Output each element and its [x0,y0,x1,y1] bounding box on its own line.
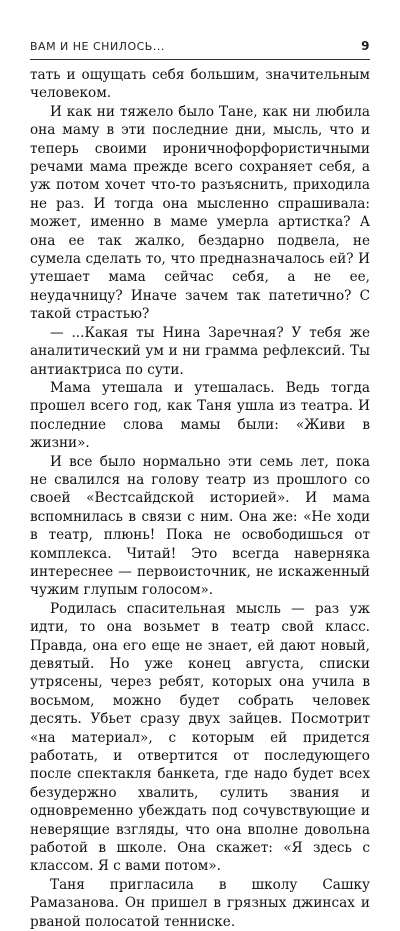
paragraph: И как ни тяжело было Тане, как ни любила она маму в эти последние дни, мысль, что и теперь своими ироничнофорфористичными речами мама прежде всего сохраняет себя, а уж потом хочет что-то разъяснить, приходила не раз. И тогда она мысленно спрашивала: может, именно в маме умерла артистка? А она ее так жалко, бездарно подвела, не сумела сделать то, что предназначалось ей? И утешает мама сейчас себя, а не ее, неудачницу? Иначе зачем так патетично? С такой страстью? [30,103,370,323]
body-text [30,66,370,931]
paragraph: Мама утешала и утешалась. Ведь тогда прошел всего год, как Таня ушла из театра. И последние слова мамы были: «Живи в жизни». [30,379,370,452]
header-rule [30,59,370,60]
running-head [30,40,370,56]
running-title: ВАМ И НЕ СНИЛОСЬ... [30,40,165,53]
page-number: 9 [361,39,370,53]
paragraph: И все было нормально эти семь лет, пока не свалился на голову театр из прошлого со своей «Вестсайдской историей». И мама вспомнилась в связи с ним. Она же: «Не ходи в театр, плюнь! Пока не освободишься от комплекса. Читай! Это всегда наверняка интереснее — первоисточник, не искаженный чужим глупым голосом». [30,453,370,599]
paragraph: — ...Какая ты Нина Заречная? У тебя же аналитический ум и ни грамма рефлексий. Ты антиактриса по сути. [30,324,370,378]
paragraph: тать и ощущать себя большим, значительным человеком. [30,67,370,102]
paragraph: Таня пригласила в школу Сашку Рамазанова. Он пришел в грязных джинсах и рваной полосатой тенниске. [30,876,370,930]
paragraph: Родилась спасительная мысль — раз уж идти, то она возьмет в театр свой класс. Правда, она его еще не знает, ей дают новый, девятый. Но уже конец августа, списки утрясены, через ребят, которых она учила в восьмом, можно будет собрать человек десять. Убьет сразу двух зайцев. Посмотрит «на материал», с которым ей придется работать, и отвертится от последующего после спектакля банкета, где надо будет всех безудержно хвалить, сулить звания и одновременно убеждать под сочувствующие и неверящие взгляды, что она вполне довольна работой в школе. Она скажет: «Я здесь с классом. Я с вами потом». [30,600,370,875]
